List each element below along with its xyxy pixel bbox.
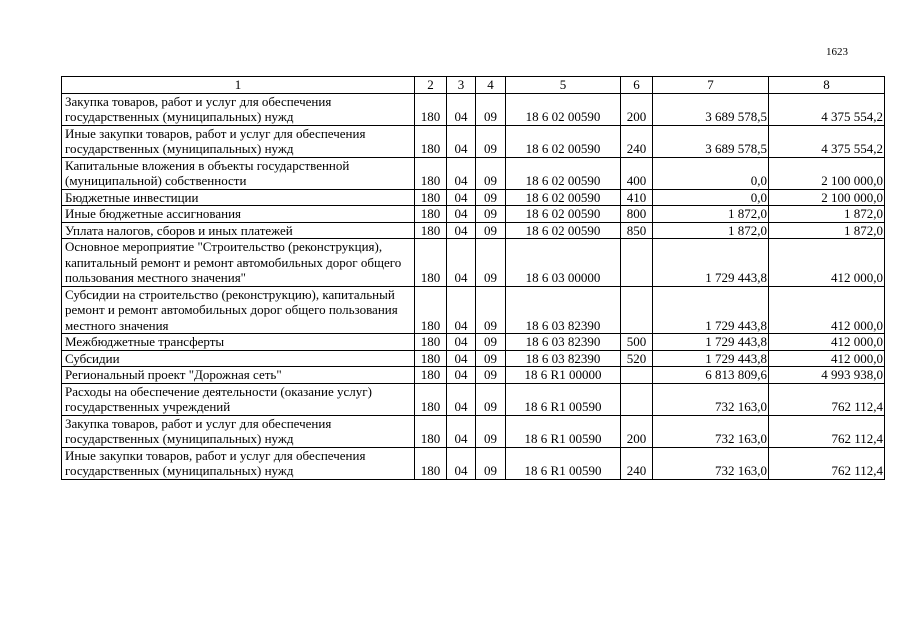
amount-year2-cell: 762 112,4 [769,415,885,447]
section-cell: 04 [447,415,476,447]
subsection-cell: 09 [476,367,506,384]
amount-year2-cell: 412 000,0 [769,350,885,367]
target-article-cell: 18 6 02 00590 [506,93,621,125]
row-name-cell: Субсидии на строительство (реконструкцию), капитальный ремонт и ремонт автомобильных дорог общего пользования местного значения [62,286,415,334]
subsection-cell: 09 [476,383,506,415]
amount-year1-cell: 0,0 [653,157,769,189]
section-cell: 04 [447,157,476,189]
amount-year2-cell: 4 993 938,0 [769,367,885,384]
admin-code-cell: 180 [415,383,447,415]
table-row [62,222,885,239]
admin-code-cell: 180 [415,157,447,189]
expense-type-cell: 240 [621,125,653,157]
expense-type-cell: 850 [621,222,653,239]
table-row [62,350,885,367]
expense-type-cell [621,367,653,384]
expense-type-cell: 200 [621,93,653,125]
page-number: 1623 [826,46,848,58]
amount-year2-cell: 1 872,0 [769,206,885,223]
header-cell: 4 [476,77,506,94]
table-row [62,189,885,206]
amount-year1-cell: 3 689 578,5 [653,125,769,157]
admin-code-cell: 180 [415,125,447,157]
amount-year2-cell: 762 112,4 [769,447,885,479]
row-name-cell: Иные закупки товаров, работ и услуг для обеспечения государственных (муниципальных) нужд [62,125,415,157]
admin-code-cell: 180 [415,367,447,384]
subsection-cell: 09 [476,286,506,334]
admin-code-cell: 180 [415,447,447,479]
header-cell: 8 [769,77,885,94]
amount-year2-cell: 412 000,0 [769,239,885,287]
header-cell: 5 [506,77,621,94]
target-article-cell: 18 6 02 00590 [506,189,621,206]
expense-type-cell: 500 [621,334,653,351]
section-cell: 04 [447,206,476,223]
row-name-cell: Основное мероприятие "Строительство (реконструкция), капитальный ремонт и ремонт автомобильных дорог общего пользования местного значения" [62,239,415,287]
row-name-cell: Закупка товаров, работ и услуг для обеспечения государственных (муниципальных) нужд [62,415,415,447]
amount-year2-cell: 412 000,0 [769,334,885,351]
admin-code-cell: 180 [415,93,447,125]
expense-type-cell: 410 [621,189,653,206]
target-article-cell: 18 6 03 82390 [506,334,621,351]
amount-year2-cell: 762 112,4 [769,383,885,415]
header-row [62,77,885,94]
amount-year1-cell: 1 729 443,8 [653,239,769,287]
section-cell: 04 [447,286,476,334]
table-row [62,239,885,287]
table-row [62,125,885,157]
table-row [62,286,885,334]
expense-type-cell: 240 [621,447,653,479]
expense-type-cell: 800 [621,206,653,223]
section-cell: 04 [447,334,476,351]
subsection-cell: 09 [476,189,506,206]
admin-code-cell: 180 [415,206,447,223]
amount-year1-cell: 0,0 [653,189,769,206]
amount-year1-cell: 3 689 578,5 [653,93,769,125]
admin-code-cell: 180 [415,286,447,334]
expense-type-cell [621,383,653,415]
amount-year2-cell: 1 872,0 [769,222,885,239]
target-article-cell: 18 6 R1 00590 [506,383,621,415]
section-cell: 04 [447,222,476,239]
table-row [62,415,885,447]
subsection-cell: 09 [476,157,506,189]
subsection-cell: 09 [476,239,506,287]
row-name-cell: Закупка товаров, работ и услуг для обеспечения государственных (муниципальных) нужд [62,93,415,125]
section-cell: 04 [447,447,476,479]
section-cell: 04 [447,239,476,287]
row-name-cell: Субсидии [62,350,415,367]
target-article-cell: 18 6 02 00590 [506,222,621,239]
amount-year2-cell: 4 375 554,2 [769,125,885,157]
expense-type-cell [621,239,653,287]
row-name-cell: Региональный проект "Дорожная сеть" [62,367,415,384]
expense-type-cell: 200 [621,415,653,447]
subsection-cell: 09 [476,415,506,447]
subsection-cell: 09 [476,350,506,367]
budget-table [61,76,885,480]
target-article-cell: 18 6 03 00000 [506,239,621,287]
amount-year2-cell: 412 000,0 [769,286,885,334]
amount-year1-cell: 732 163,0 [653,447,769,479]
table-row [62,93,885,125]
amount-year2-cell: 2 100 000,0 [769,189,885,206]
table-row [62,383,885,415]
section-cell: 04 [447,350,476,367]
amount-year1-cell: 1 729 443,8 [653,286,769,334]
subsection-cell: 09 [476,125,506,157]
amount-year1-cell: 732 163,0 [653,383,769,415]
admin-code-cell: 180 [415,350,447,367]
table-row [62,157,885,189]
section-cell: 04 [447,93,476,125]
admin-code-cell: 180 [415,334,447,351]
section-cell: 04 [447,189,476,206]
subsection-cell: 09 [476,93,506,125]
header-cell: 3 [447,77,476,94]
target-article-cell: 18 6 R1 00000 [506,367,621,384]
subsection-cell: 09 [476,222,506,239]
target-article-cell: 18 6 R1 00590 [506,415,621,447]
header-cell: 7 [653,77,769,94]
amount-year1-cell: 1 872,0 [653,206,769,223]
table-row [62,447,885,479]
expense-type-cell: 400 [621,157,653,189]
target-article-cell: 18 6 R1 00590 [506,447,621,479]
target-article-cell: 18 6 02 00590 [506,157,621,189]
row-name-cell: Иные бюджетные ассигнования [62,206,415,223]
row-name-cell: Капитальные вложения в объекты государственной (муниципальной) собственности [62,157,415,189]
amount-year1-cell: 1 872,0 [653,222,769,239]
table-row [62,334,885,351]
subsection-cell: 09 [476,447,506,479]
target-article-cell: 18 6 02 00590 [506,125,621,157]
amount-year1-cell: 732 163,0 [653,415,769,447]
row-name-cell: Иные закупки товаров, работ и услуг для обеспечения государственных (муниципальных) нужд [62,447,415,479]
amount-year1-cell: 1 729 443,8 [653,334,769,351]
table-row [62,367,885,384]
target-article-cell: 18 6 03 82390 [506,286,621,334]
admin-code-cell: 180 [415,239,447,287]
row-name-cell: Межбюджетные трансферты [62,334,415,351]
subsection-cell: 09 [476,206,506,223]
row-name-cell: Уплата налогов, сборов и иных платежей [62,222,415,239]
target-article-cell: 18 6 02 00590 [506,206,621,223]
amount-year2-cell: 2 100 000,0 [769,157,885,189]
row-name-cell: Расходы на обеспечение деятельности (оказание услуг) государственных учреждений [62,383,415,415]
amount-year1-cell: 6 813 809,6 [653,367,769,384]
section-cell: 04 [447,125,476,157]
amount-year2-cell: 4 375 554,2 [769,93,885,125]
section-cell: 04 [447,383,476,415]
header-cell: 1 [62,77,415,94]
admin-code-cell: 180 [415,222,447,239]
amount-year1-cell: 1 729 443,8 [653,350,769,367]
expense-type-cell: 520 [621,350,653,367]
admin-code-cell: 180 [415,415,447,447]
row-name-cell: Бюджетные инвестиции [62,189,415,206]
target-article-cell: 18 6 03 82390 [506,350,621,367]
header-cell: 2 [415,77,447,94]
subsection-cell: 09 [476,334,506,351]
table-row [62,206,885,223]
expense-type-cell [621,286,653,334]
header-cell: 6 [621,77,653,94]
admin-code-cell: 180 [415,189,447,206]
section-cell: 04 [447,367,476,384]
